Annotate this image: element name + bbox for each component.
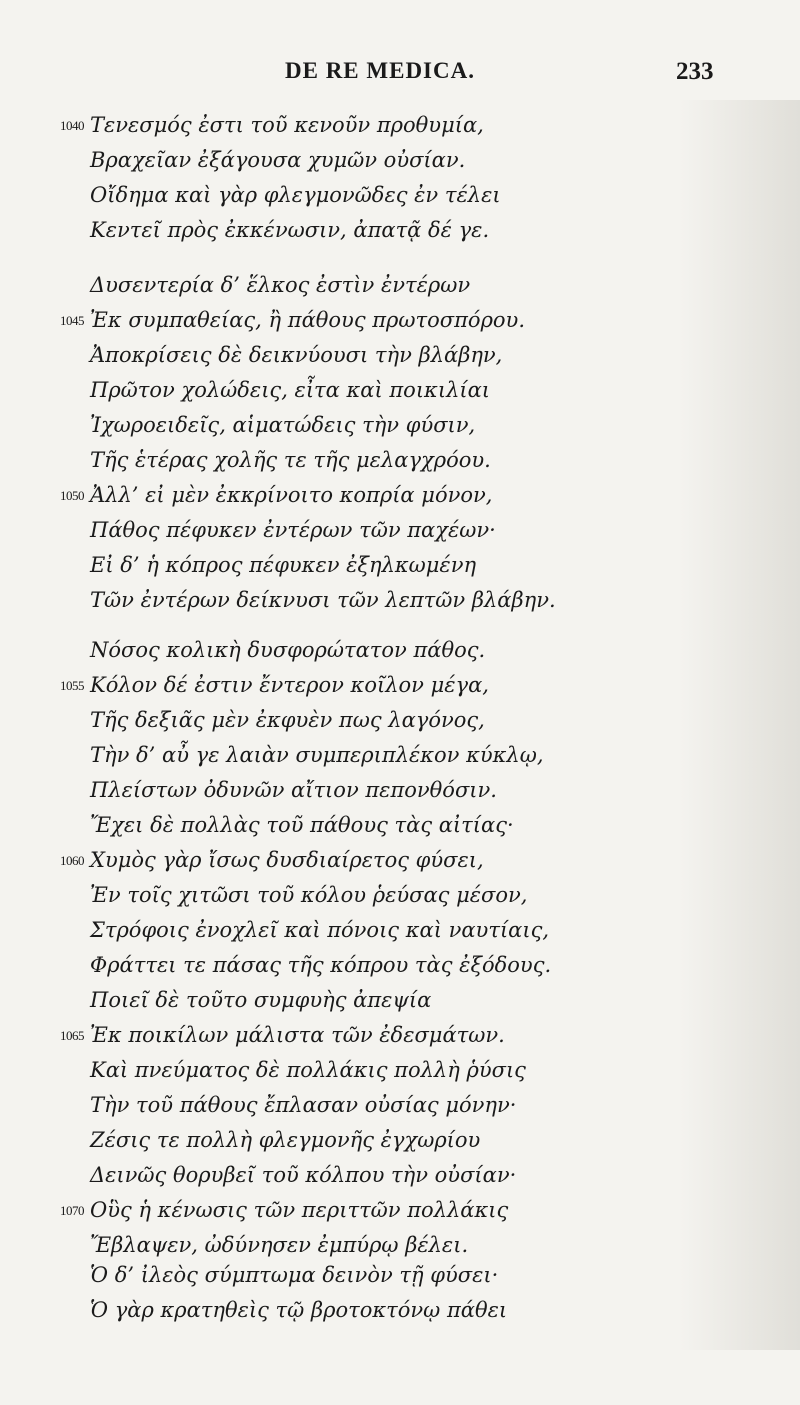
verse-line xyxy=(0,373,800,408)
verse-text: Πρῶτον χολώδεις, εἶτα καὶ ποικιλίαι xyxy=(90,378,491,402)
verse-text: Ποιεῖ δὲ τοῦτο συμφυὴς ἀπεψία xyxy=(90,988,432,1012)
verse-text: Ὁ δ’ ἰλεὸς σύμπτωμα δεινὸν τῇ φύσει· xyxy=(90,1263,499,1287)
line-number: 1055 xyxy=(60,678,84,693)
verse-text: Τενεσμός ἐστι τοῦ κενοῦν προθυμία, xyxy=(90,113,484,137)
line-number: 1060 xyxy=(60,853,84,868)
verse-line xyxy=(0,1193,800,1228)
verse-text: Ζέσις τε πολλὴ φλεγμονῆς ἐγχωρίου xyxy=(90,1128,481,1152)
verse-line xyxy=(0,1053,800,1088)
verse-text: Ὁ γὰρ κρατηθεὶς τῷ βροτοκτόνῳ πάθει xyxy=(90,1298,508,1322)
verse-line xyxy=(0,303,800,338)
verse-line xyxy=(0,738,800,773)
verse-text: Οἴδημα καὶ γὰρ φλεγμονῶδες ἐν τέλει xyxy=(90,183,501,207)
verse-line xyxy=(0,703,800,738)
verse-line xyxy=(0,478,800,513)
verse-line xyxy=(0,1088,800,1123)
verse-line xyxy=(0,143,800,178)
line-number: 1040 xyxy=(60,118,84,133)
verse-text: Πλείστων ὀδυνῶν αἴτιον πεπονθόσιν. xyxy=(90,778,497,802)
verse-text: Τῶν ἐντέρων δείκνυσι τῶν λεπτῶν βλάβην. xyxy=(90,588,556,612)
verse-line xyxy=(0,1158,800,1193)
verse-line xyxy=(0,878,800,913)
verse-text: Τὴν τοῦ πάθους ἔπλασαν οὐσίας μόνην· xyxy=(90,1093,517,1117)
verse-text: Τὴν δ’ αὖ γε λαιὰν συμπεριπλέκον κύκλῳ, xyxy=(90,743,544,767)
line-number: 1045 xyxy=(60,313,84,328)
stanza-3 xyxy=(0,633,800,1263)
verse-line xyxy=(0,338,800,373)
stanza-4 xyxy=(0,1258,800,1328)
verse-text: Κεντεῖ πρὸς ἐκκένωσιν, ἀπατᾷ δέ γε. xyxy=(90,218,490,242)
verse-text: Καὶ πνεύματος δὲ πολλάκις πολλὴ ῥύσις xyxy=(90,1058,526,1082)
verse-text: Βραχεῖαν ἐξάγουσα χυμῶν οὐσίαν. xyxy=(90,148,466,172)
verse-line xyxy=(0,408,800,443)
verse-line xyxy=(0,1258,800,1293)
verse-text: Στρόφοις ἐνοχλεῖ καὶ πόνοις καὶ ναυτίαις, xyxy=(90,918,550,942)
verse-line xyxy=(0,548,800,583)
line-number: 1050 xyxy=(60,488,84,503)
verse-text: Ἔβλαψεν, ὠδύνησεν ἐμπύρῳ βέλει. xyxy=(90,1233,469,1257)
verse-text: Τῆς ἑτέρας χολῆς τε τῆς μελαγχρόου. xyxy=(90,448,491,472)
verse-line xyxy=(0,583,800,618)
line-number: 1070 xyxy=(60,1203,84,1218)
verse-text: Τῆς δεξιᾶς μὲν ἐκφυὲν πως λαγόνος, xyxy=(90,708,485,732)
verse-line xyxy=(0,633,800,668)
verse-text: Κόλον δέ ἐστιν ἔντερον κοῖλον μέγα, xyxy=(90,673,489,697)
verse-line xyxy=(0,178,800,213)
verse-line xyxy=(0,1293,800,1328)
verse-text: Ἀποκρίσεις δὲ δεικνύουσι τὴν βλάβην, xyxy=(90,343,503,367)
verse-text: Δεινῶς θορυβεῖ τοῦ κόλπου τὴν οὐσίαν· xyxy=(90,1163,517,1187)
verse-line xyxy=(0,443,800,478)
verse-text: Πάθος πέφυκεν ἐντέρων τῶν παχέων· xyxy=(90,518,496,542)
verse-text: Ἐκ συμπαθείας, ἢ πάθους πρωτοσπόρου. xyxy=(90,308,526,332)
verse-line xyxy=(0,808,800,843)
verse-line xyxy=(0,108,800,143)
running-head xyxy=(0,58,800,98)
page-number: 233 xyxy=(676,58,714,85)
verse-text: Ἰχωροειδεῖς, αἱματώδεις τὴν φύσιν, xyxy=(90,413,476,437)
verse-line xyxy=(0,913,800,948)
stanza-2 xyxy=(0,268,800,618)
line-number: 1065 xyxy=(60,1028,84,1043)
verse-line xyxy=(0,948,800,983)
verse-text: Ἐν τοῖς χιτῶσι τοῦ κόλου ῥεύσας μέσον, xyxy=(90,883,528,907)
stanza-1 xyxy=(0,108,800,248)
verse-line xyxy=(0,1123,800,1158)
verse-text: Χυμὸς γὰρ ἴσως δυσδιαίρετος φύσει, xyxy=(90,848,484,872)
verse-line xyxy=(0,668,800,703)
verse-line xyxy=(0,773,800,808)
verse-text: Εἰ δ’ ἡ κόπρος πέφυκεν ἐξηλκωμένη xyxy=(90,553,477,577)
verse-text: Δυσεντερία δ’ ἕλκος ἐστὶν ἐντέρων xyxy=(90,273,471,297)
verse-text: Ἔχει δὲ πολλὰς τοῦ πάθους τὰς αἰτίας· xyxy=(90,813,514,837)
verse-line xyxy=(0,213,800,248)
verse-text: Ἀλλ’ εἰ μὲν ἐκκρίνοιτο κοπρία μόνον, xyxy=(90,483,493,507)
verse-line xyxy=(0,983,800,1018)
verse-text: Οὓς ἡ κένωσις τῶν περιττῶν πολλάκις xyxy=(90,1198,509,1222)
verse-line xyxy=(0,843,800,878)
verse-line xyxy=(0,1018,800,1053)
running-title: DE RE MEDICA. xyxy=(285,58,475,83)
verse-text: Νόσος κολικὴ δυσφορώτατον πάθος. xyxy=(90,638,486,662)
verse-text: Ἐκ ποικίλων μάλιστα τῶν ἐδεσμάτων. xyxy=(90,1023,505,1047)
verse-text: Φράττει τε πάσας τῆς κόπρου τὰς ἐξόδους. xyxy=(90,953,552,977)
verse-line xyxy=(0,268,800,303)
verse-line xyxy=(0,513,800,548)
